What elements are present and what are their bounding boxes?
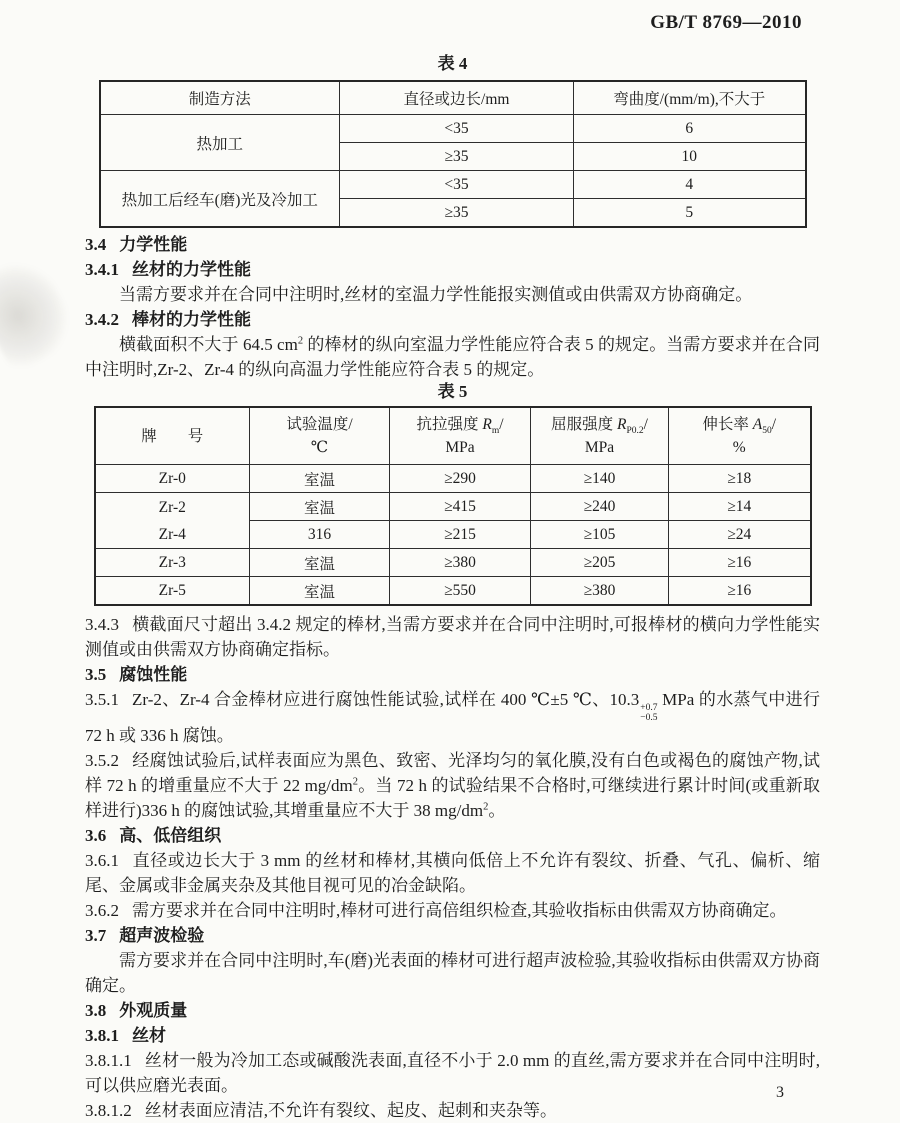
table4-header-bend: 弯曲度/(mm/m),不大于 — [574, 81, 806, 115]
table5-elongation-cell: ≥16 — [669, 549, 811, 577]
superscript: 2 — [352, 776, 358, 788]
tolerance-lower: −0.5 — [640, 712, 658, 723]
numbered-clause-paragraph: 3.8.1.2 丝材表面应清洁,不允许有裂纹、起皮、起刺和夹杂等。 — [85, 1101, 557, 1120]
header-line1: 试验温度/ — [286, 416, 353, 433]
clause-number: 3.5.1 — [85, 690, 119, 709]
table4-header-method: 制造方法 — [100, 81, 340, 115]
page-content — [85, 0, 820, 1123]
superscript: 2 — [483, 801, 489, 813]
header-line2: % — [732, 439, 746, 456]
table4-bend-value-cell: 6 — [574, 115, 806, 143]
section-heading: 3.7 超声波检验 — [85, 926, 205, 945]
table5-row — [95, 493, 811, 521]
table5-yield-cell: ≥205 — [531, 549, 669, 577]
table4-row — [100, 115, 806, 143]
table5-grade-cell — [95, 493, 250, 549]
page-number: 3 — [776, 1084, 784, 1101]
clause-number: 3.8.1 — [85, 1026, 119, 1045]
grade-name: Zr-0 — [158, 470, 186, 487]
section-heading: 3.8 外观质量 — [85, 1001, 188, 1020]
header-line2: MPa — [445, 439, 475, 456]
header-line1: 抗拉强度 $R_m/$ — [416, 416, 504, 437]
table5-temperature-cell: 室温 — [250, 493, 390, 521]
table5-temperature-cell: 室温 — [250, 577, 390, 606]
standard-number: GB/T 8769—2010 — [650, 12, 802, 33]
table5-header — [95, 407, 811, 465]
table5-tensile-cell: ≥550 — [390, 577, 531, 606]
table5-temperature-cell: 室温 — [250, 549, 390, 577]
table5-body — [95, 465, 811, 606]
clause-number: 3.5.2 — [85, 751, 119, 770]
table4-size-cell: ≥35 — [340, 143, 574, 171]
table5-header-cell — [95, 407, 250, 465]
body-paragraph: 横截面积不大于 64.5 $cm^2$ 的棒材的纵向室温力学性能应符合表 5 的规定。当需方要求并在合同中注明时,Zr-2、Zr-4 的纵向高温力学性能应符合表 5 的规定。 — [85, 335, 820, 379]
clause-number: 3.4.3 — [85, 615, 119, 634]
table4-bend-tolerance — [99, 80, 807, 228]
numbered-clause-paragraph: 3.4.3 横截面尺寸超出 3.4.2 规定的棒材,当需方要求并在合同中注明时,可报棒材的横向力学性能实测值或由供需双方协商确定指标。 — [85, 615, 820, 659]
table5-temperature-cell: 316 — [250, 521, 390, 549]
table5-header-row — [95, 407, 811, 465]
table5-row — [95, 465, 811, 493]
table5-header-cell — [390, 407, 531, 465]
table5-temperature-cell: 室温 — [250, 465, 390, 493]
grade-name: Zr-3 — [158, 554, 186, 571]
numbered-clause-paragraph: 3.6.2 需方要求并在合同中注明时,棒材可进行高倍组织检查,其验收指标由供需双方协商确定。 — [85, 901, 787, 920]
body-paragraph: 当需方要求并在合同中注明时,丝材的室温力学性能报实测值或由供需双方协商确定。 — [119, 285, 753, 304]
header-line2: MPa — [584, 439, 615, 456]
table4-size-cell: ≥35 — [340, 199, 574, 228]
clause-number: 3.8 — [85, 1001, 107, 1020]
subscript: 50 — [762, 426, 772, 437]
table5-tensile-cell: ≥215 — [390, 521, 531, 549]
symbol-variable: A — [752, 416, 763, 433]
clause-number: 3.6.2 — [85, 901, 119, 920]
table4-body — [100, 115, 806, 228]
table4-size-cell: <35 — [340, 115, 574, 143]
table5-elongation-cell: ≥16 — [669, 577, 811, 606]
clause-number: 3.5 — [85, 665, 107, 684]
table4-header-diameter: 直径或边长/mm — [340, 81, 574, 115]
header-line1: 伸长率 $A_{50}/$ — [702, 416, 777, 437]
numbered-clause-paragraph: 3.5.1 Zr-2、Zr-4 合金棒材应进行腐蚀性能试验,试样在 400 ℃±5 ℃、10.3 +0.7 −0.5 MPa 的水蒸气中进行 72 h 或 336 h 腐蚀。 — [85, 690, 820, 745]
table5-header-cell — [669, 407, 811, 465]
table5-elongation-cell: ≥24 — [669, 521, 811, 549]
table4-method-cell: 热加工后经车(磨)光及冷加工 — [100, 171, 340, 228]
table4-method-cell: 热加工 — [100, 115, 340, 171]
grade-name: Zr-5 — [158, 582, 186, 599]
clause-number: 3.8.1.1 — [85, 1051, 132, 1070]
section-heading: 3.8.1 丝材 — [85, 1026, 166, 1045]
body-paragraph: 需方要求并在合同中注明时,车(磨)光表面的棒材可进行超声波检验,其验收指标由供需双方协商确定。 — [85, 951, 820, 995]
symbol-variable: R — [616, 416, 627, 433]
table5-grade-cell — [95, 465, 250, 493]
table5-yield-cell: ≥240 — [531, 493, 669, 521]
table5-tensile-cell: ≥380 — [390, 549, 531, 577]
table4-bend-value-cell: 10 — [574, 143, 806, 171]
section-heading: 3.4.2 棒材的力学性能 — [85, 310, 251, 329]
table4-row — [100, 171, 806, 199]
clauses-upper — [85, 232, 820, 382]
symbol-variable: R — [482, 416, 492, 433]
grade-name: Zr-4 — [158, 525, 186, 543]
tolerance-upper: +0.7 — [640, 703, 658, 713]
header-line1: 牌 号 — [141, 427, 204, 445]
table5-yield-cell: ≥380 — [531, 577, 669, 606]
section-heading: 3.5 腐蚀性能 — [85, 665, 188, 684]
table4-bend-value-cell: 5 — [574, 199, 806, 228]
table5-yield-cell: ≥105 — [531, 521, 669, 549]
table5-grade-cell — [95, 577, 250, 606]
clauses-lower — [85, 612, 820, 1123]
table5-tensile-cell: ≥290 — [390, 465, 531, 493]
clause-number: 3.4.2 — [85, 310, 119, 329]
superscript: 2 — [297, 335, 304, 347]
table5-elongation-cell: ≥14 — [669, 493, 811, 521]
numbered-clause-paragraph: 3.8.1.1 丝材一般为冷加工态或碱酸洗表面,直径不小于 2.0 mm 的直丝,需方要求并在合同中注明时,可以供应磨光表面。 — [85, 1051, 820, 1095]
clause-number: 3.7 — [85, 926, 107, 945]
table5-tensile-cell: ≥415 — [390, 493, 531, 521]
tolerance-stack — [640, 704, 657, 723]
header-line1: 屈服强度 $R_{P0.2}/$ — [551, 416, 648, 437]
section-heading: 3.6 高、低倍组织 — [85, 826, 222, 845]
table4-size-cell: <35 — [340, 171, 574, 199]
table5-title: 表 5 — [437, 382, 468, 401]
subscript: P0.2 — [626, 426, 644, 437]
table5-row — [95, 549, 811, 577]
table5-yield-cell: ≥140 — [531, 465, 669, 493]
clause-number: 3.4.1 — [85, 260, 119, 279]
table4-title: 表 4 — [437, 54, 468, 73]
clause-number: 3.8.1.2 — [85, 1101, 132, 1120]
clause-number: 3.6.1 — [85, 851, 119, 870]
section-heading: 3.4 力学性能 — [85, 235, 188, 254]
subscript: m — [491, 426, 500, 437]
numbered-clause-paragraph: 3.5.2 经腐蚀试验后,试样表面应为黑色、致密、光泽均匀的氧化膜,没有白色或褐色的腐蚀产物,试样 72 h 的增重量应不大于 22 $mg/dm^2$。当 72 h 的试验结果不合格时,可继续进行累计时间(或重新取样进行)336 h 的腐蚀试验,其增重量应不大于 38 $mg/dm^2$。 — [85, 751, 820, 820]
table5-mechanical-properties — [94, 406, 812, 606]
table5-grade-cell — [95, 549, 250, 577]
clause-number: 3.6 — [85, 826, 107, 845]
grade-name: Zr-2 — [158, 498, 186, 516]
clause-number: 3.4 — [85, 235, 107, 254]
table5-header-cell — [531, 407, 669, 465]
table4-header-row — [100, 81, 806, 115]
table5-elongation-cell: ≥18 — [669, 465, 811, 493]
table4-header — [100, 81, 806, 115]
numbered-clause-paragraph: 3.6.1 直径或边长大于 3 mm 的丝材和棒材,其横向低倍上不允许有裂纹、折叠、气孔、偏析、缩尾、金属或非金属夹杂及其他目视可见的冶金缺陷。 — [85, 851, 820, 895]
scan-smudge — [0, 250, 83, 375]
header-line2: ℃ — [310, 439, 329, 456]
section-heading: 3.4.1 丝材的力学性能 — [85, 260, 251, 279]
table4-bend-value-cell: 4 — [574, 171, 806, 199]
table5-row — [95, 577, 811, 606]
table5-header-cell — [250, 407, 390, 465]
